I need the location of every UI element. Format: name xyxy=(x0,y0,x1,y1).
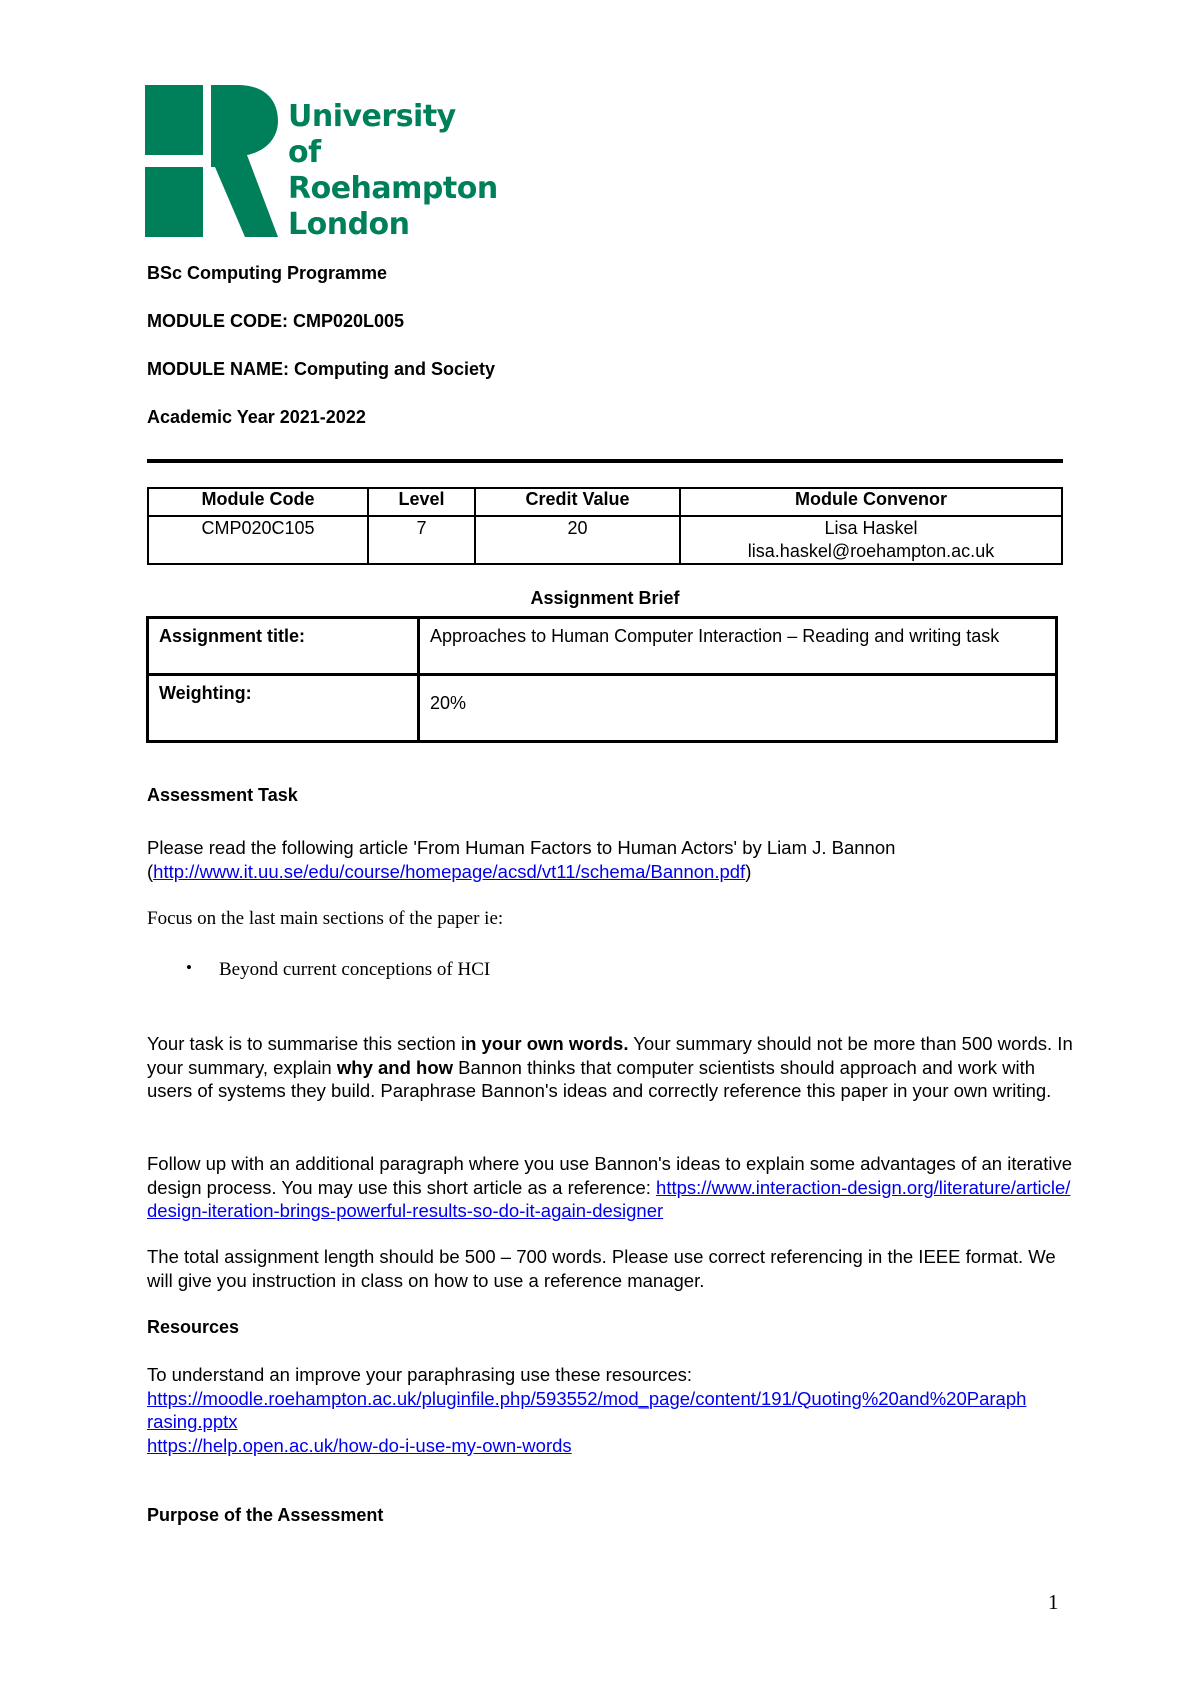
task-paragraph xyxy=(147,1032,1077,1103)
task-text-a: Your task is to summarise this section i xyxy=(147,1033,466,1054)
task-text-c: Your summary should not be more than 500 words. In your summary, explain xyxy=(147,1033,1073,1078)
bullet-dot: • xyxy=(186,958,192,977)
bannon-article-link[interactable]: http://www.it.uu.se/edu/course/homepage/acsd/vt11/schema/Bannon.pdf xyxy=(153,860,746,882)
task-text-e: Bannon thinks that computer scientists should approach and work with users of systems they build. Paraphrase Bannon's ideas and correctly reference this paper in your own writing. xyxy=(147,1056,1052,1101)
university-logo xyxy=(145,85,498,242)
article-paragraph xyxy=(147,836,1077,883)
resources-intro: To understand an improve your paraphrasing use these resources: xyxy=(147,1364,693,1385)
followup-paragraph xyxy=(147,1152,1077,1223)
resources-paragraph xyxy=(147,1363,1077,1457)
module-name-line: MODULE NAME: Computing and Society xyxy=(147,359,495,379)
module-info-table xyxy=(147,487,1063,565)
open-ac-link[interactable]: https://help.open.ac.uk/how-do-i-use-my-own-words xyxy=(147,1434,572,1456)
followup-text: Follow up with an additional paragraph where you use Bannon's ideas to explain some advantages of an iterative design process. You may use this short article as a reference: xyxy=(147,1153,1073,1198)
table-row xyxy=(148,516,1062,564)
article-text: Please read the following article 'From Human Factors to Human Actors' by Liam J. Bannon xyxy=(147,837,896,858)
header-cell: Module Convenor xyxy=(680,488,1062,516)
programme-title: BSc Computing Programme xyxy=(147,263,388,283)
academic-year-line: Academic Year 2021-2022 xyxy=(147,407,366,427)
task-text-b: n your own words. xyxy=(465,1033,629,1054)
assignment-title-value: Approaches to Human Computer Interaction – Reading and writing task xyxy=(419,618,1057,675)
paren-close: ) xyxy=(745,860,752,882)
purpose-heading: Purpose of the Assessment xyxy=(147,1505,384,1525)
weighting-label: Weighting: xyxy=(148,675,419,742)
logo-line-2: Roehampton xyxy=(288,171,498,206)
interaction-design-link[interactable]: https://www.interaction-design.org/literature/article/design-iteration-brings-powerful-results-so-do-it-again-designer xyxy=(147,1176,1071,1221)
bullet-item: Beyond current conceptions of HCI xyxy=(219,959,491,980)
focus-text: Focus on the last main sections of the paper ie: xyxy=(147,908,504,929)
header-cell: Credit Value xyxy=(475,488,680,516)
page-number: 1 xyxy=(1048,1590,1059,1614)
resources-heading: Resources xyxy=(147,1317,240,1337)
convenor-cell xyxy=(680,516,1062,564)
convenor-email: lisa.haskel@roehampton.ac.uk xyxy=(747,541,995,561)
table-row xyxy=(148,675,1057,742)
table-row xyxy=(148,618,1057,675)
assignment-title-label: Assignment title: xyxy=(148,618,419,675)
weighting-value: 20% xyxy=(419,675,1057,742)
logo-r-mark xyxy=(145,85,285,237)
task-text-d: why and how xyxy=(336,1056,454,1078)
moodle-link[interactable]: https://moodle.roehampton.ac.uk/pluginfile.php/593552/mod_page/content/191/Quoting%20and%20Paraphrasing.pptx xyxy=(147,1387,1027,1432)
logo-line-3: London xyxy=(288,207,410,242)
header-cell: Level xyxy=(368,488,475,516)
assignment-brief-table xyxy=(146,616,1058,743)
horizontal-rule xyxy=(147,459,1063,463)
logo-wordmark xyxy=(288,99,498,243)
header-cell: Module Code xyxy=(148,488,368,516)
length-paragraph: The total assignment length should be 500 – 700 words. Please use correct referencing in the IEEE format. We will give you instruction in class on how to use a reference manager. xyxy=(147,1246,1056,1291)
table-cell: 7 xyxy=(368,516,475,564)
table-cell: CMP020C105 xyxy=(148,516,368,564)
module-code-line: MODULE CODE: CMP020L005 xyxy=(147,311,405,331)
table-header-row xyxy=(148,488,1062,516)
logo-line-1: University of xyxy=(288,99,456,170)
convenor-name: Lisa Haskel xyxy=(824,518,918,538)
table-cell: 20 xyxy=(475,516,680,564)
assignment-brief-title: Assignment Brief xyxy=(530,588,680,608)
assessment-task-heading: Assessment Task xyxy=(147,785,298,805)
paren-open: ( xyxy=(147,860,154,882)
